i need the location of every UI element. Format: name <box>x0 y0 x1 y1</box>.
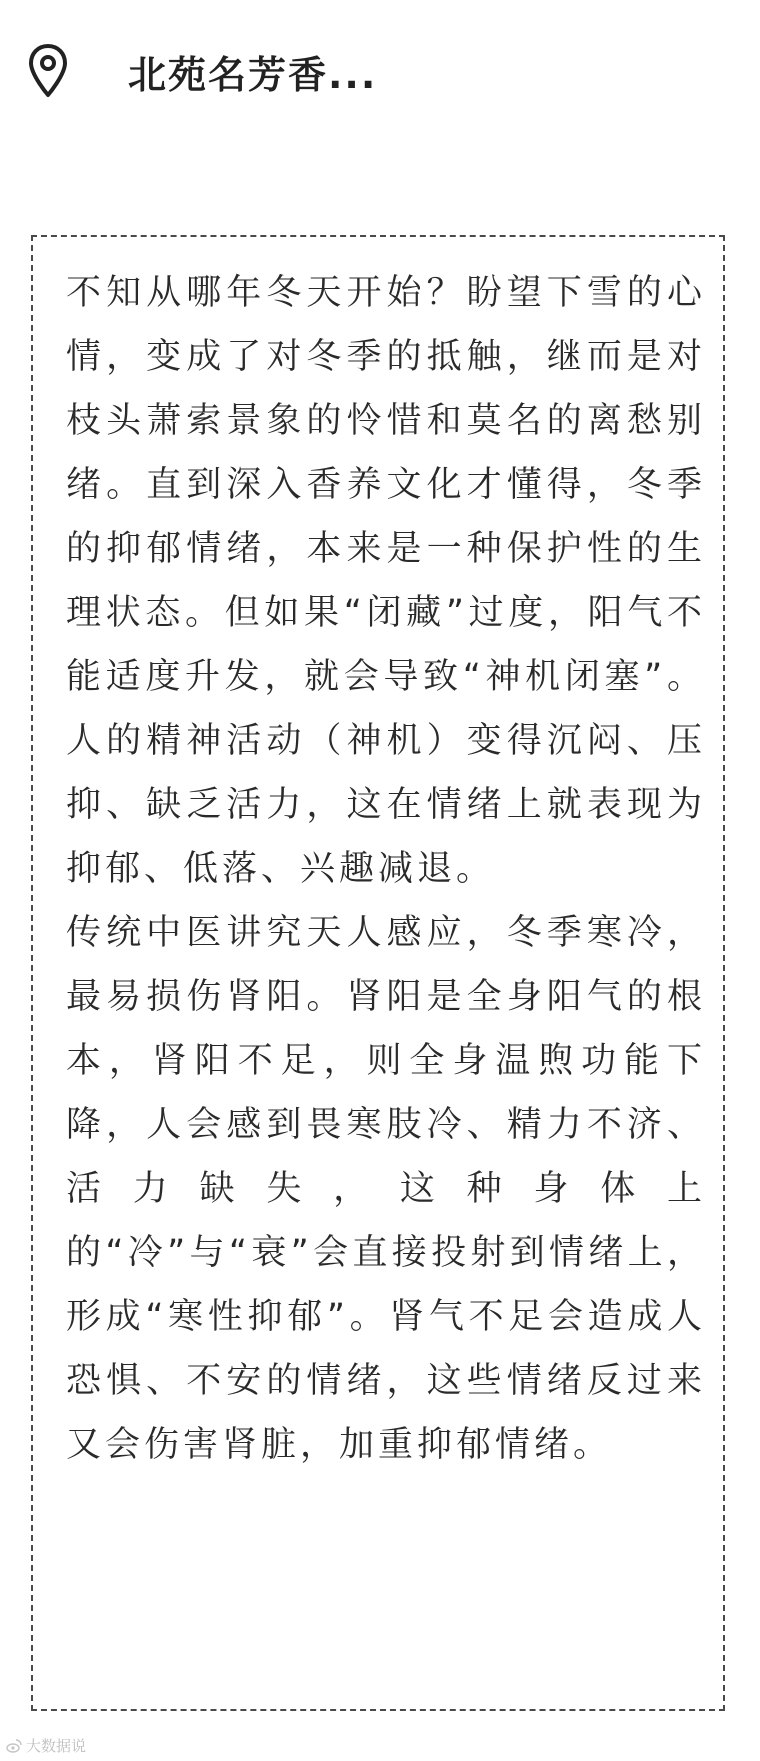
location-title: 北苑名芳香... <box>128 52 378 97</box>
article-text-box <box>31 235 725 1711</box>
article-paragraph-2: 传统中医讲究天人感应，冬季寒冷，最易损伤肾阳。肾阳是全身阳气的根本，肾阳不足，则全身温煦功能下降，人会感到畏寒肢冷、精力不济、活力缺失，这种身体上的“冷”与“衰”会直接投射到情绪上，形成“寒性抑郁”。肾气不足会造成人恐惧、不安的情绪，这些情绪反过来又会伤害肾脏，加重抑郁情绪。 <box>66 913 706 1465</box>
watermark <box>6 1735 86 1756</box>
location-header[interactable] <box>26 36 377 106</box>
weibo-icon <box>6 1738 22 1754</box>
article-paragraph-1: 不知从哪年冬天开始？盼望下雪的心情，变成了对冬季的抵触，继而是对枝头萧索景象的怜惜和莫名的离愁别绪。直到深入香养文化才懂得，冬季的抑郁情绪，本来是一种保护性的生理状态。但如果“闭藏”过度，阳气不能适度升发，就会导致“神机闭塞”。人的精神活动（神机）变得沉闷、压抑、缺乏活力，这在情绪上就表现为抑郁、低落、兴趣减退。 <box>66 273 706 889</box>
article-body <box>66 261 706 1477</box>
watermark-text: 大数据说 <box>26 1737 87 1755</box>
map-pin-icon <box>26 42 70 100</box>
